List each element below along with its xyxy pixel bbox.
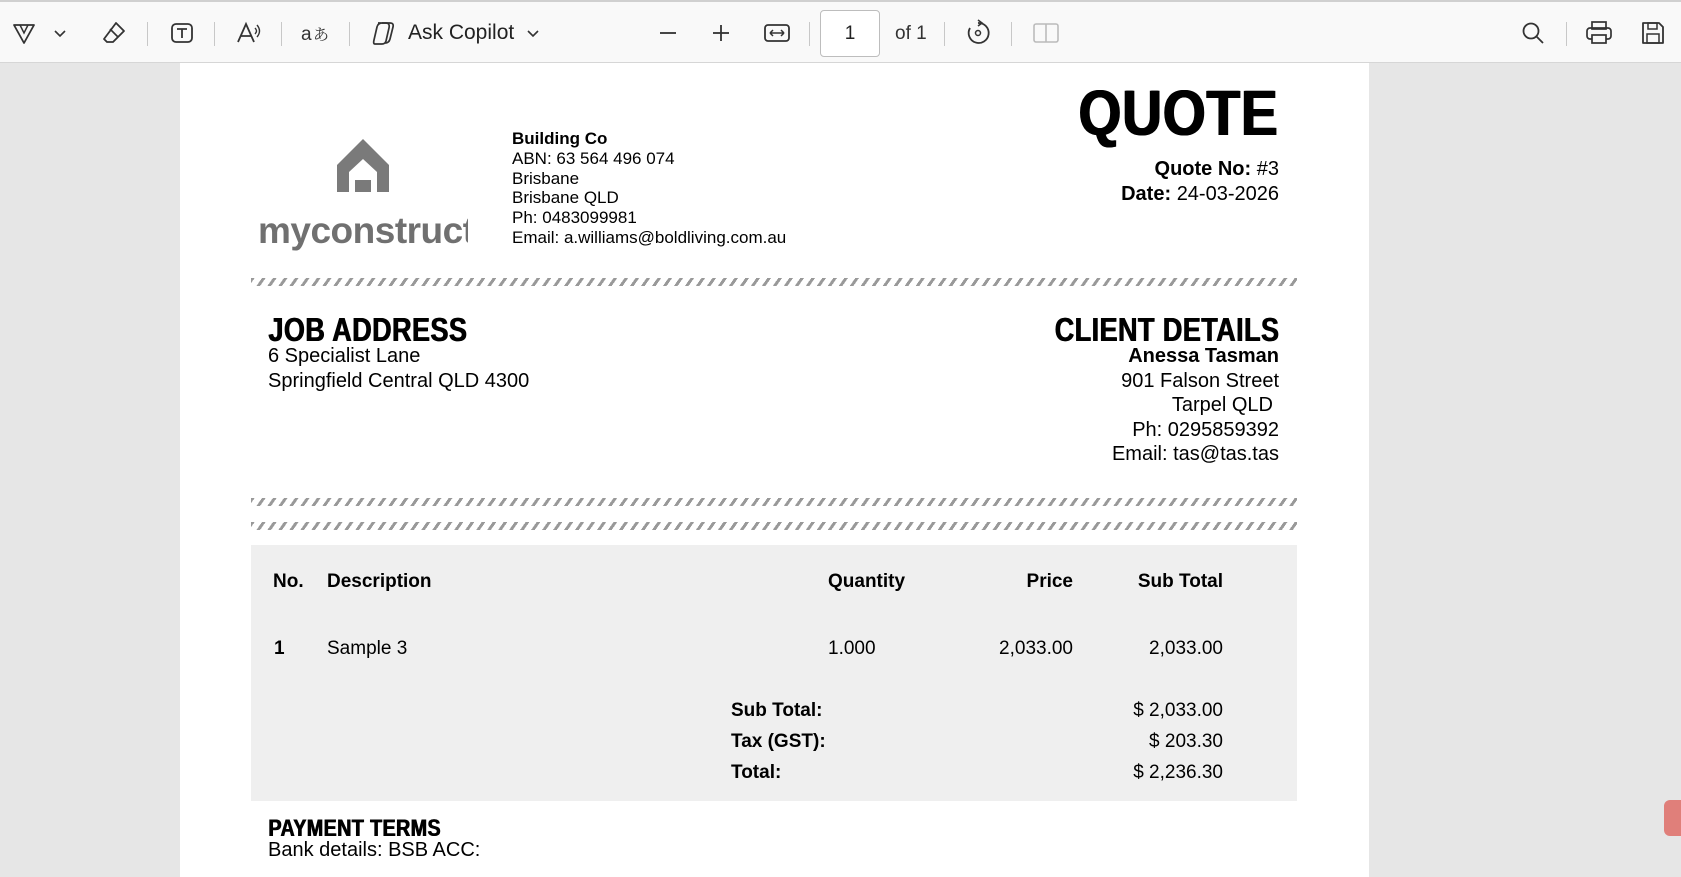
fit-width-icon[interactable] xyxy=(758,2,796,63)
company-abn: ABN: 63 564 496 074 xyxy=(512,148,675,168)
line-items-table xyxy=(251,545,1297,801)
row-price: 2,033.00 xyxy=(999,638,1073,659)
row-description: Sample 3 xyxy=(327,638,408,659)
page-view-icon[interactable] xyxy=(1028,2,1064,63)
company-details xyxy=(512,129,786,248)
job-address xyxy=(268,344,529,394)
tax-label: Tax (GST): xyxy=(731,731,826,752)
svg-text:a: a xyxy=(301,23,312,45)
page-total-label: of 1 xyxy=(895,23,927,44)
client-details xyxy=(1112,344,1279,467)
column-header-price: Price xyxy=(1026,571,1073,592)
row-quantity: 1.000 xyxy=(828,638,876,659)
total-value: $ 2,236.30 xyxy=(1133,762,1223,783)
search-icon[interactable] xyxy=(1515,2,1551,63)
job-address-line2: Springfield Central QLD 4300 xyxy=(268,370,530,392)
company-name: Building Co xyxy=(512,129,608,148)
job-address-line1: 6 Specialist Lane xyxy=(268,345,421,367)
divider xyxy=(251,278,1297,286)
zoom-out-icon[interactable] xyxy=(650,2,686,63)
client-details-heading: CLIENT DETAILS xyxy=(1054,311,1279,348)
company-city: Brisbane xyxy=(512,168,580,188)
chevron-down-icon[interactable] xyxy=(48,2,72,63)
quote-meta xyxy=(1121,157,1279,207)
rotate-icon[interactable] xyxy=(960,2,996,63)
quote-number-label: Quote No: xyxy=(1154,158,1252,180)
quote-number: #3 xyxy=(1256,158,1279,180)
toolbar-separator xyxy=(349,22,350,46)
translate-icon[interactable] xyxy=(297,2,333,63)
client-phone: Ph: 0295859392 xyxy=(1132,418,1279,441)
read-aloud-icon[interactable] xyxy=(231,2,267,63)
house-logo-icon xyxy=(258,139,468,254)
quote-title: QUOTE xyxy=(1078,77,1279,149)
tax-value: $ 203.30 xyxy=(1149,731,1223,752)
toolbar-separator xyxy=(281,22,282,46)
job-address-heading: JOB ADDRESS xyxy=(268,311,467,348)
column-header-subtotal: Sub Total xyxy=(1137,571,1223,592)
column-header-description: Description xyxy=(327,571,432,592)
client-suburb: Tarpel QLD xyxy=(1171,394,1273,416)
column-header-no: No. xyxy=(273,571,304,592)
toolbar-separator xyxy=(1566,22,1567,46)
subtotal-value: $ 2,033.00 xyxy=(1133,700,1223,721)
print-icon[interactable] xyxy=(1581,2,1617,63)
text-box-icon[interactable] xyxy=(164,2,200,63)
quote-document-page xyxy=(180,63,1369,877)
toolbar-separator xyxy=(147,22,148,46)
company-logo xyxy=(258,139,468,259)
company-state: Brisbane QLD xyxy=(512,188,619,208)
save-icon[interactable] xyxy=(1635,2,1671,63)
toolbar-separator xyxy=(1011,22,1012,46)
pdf-toolbar xyxy=(0,0,1681,63)
toolbar-separator xyxy=(214,22,215,46)
total-label: Total: xyxy=(731,762,782,783)
quote-date: 24-03-2026 xyxy=(1176,183,1279,205)
ask-copilot-button[interactable] xyxy=(370,2,540,63)
zoom-in-icon[interactable] xyxy=(703,2,739,63)
toolbar-separator xyxy=(944,22,945,46)
client-name: Anessa Tasman xyxy=(1128,345,1279,367)
divider xyxy=(251,522,1297,530)
payment-terms-heading: PAYMENT TERMS xyxy=(268,815,441,842)
page-number-input[interactable] xyxy=(820,10,880,57)
chevron-down-icon xyxy=(526,26,540,40)
company-email: Email: a.williams@boldliving.com.au xyxy=(512,227,787,247)
client-email: Email: tas@tas.tas xyxy=(1111,443,1279,465)
svg-text:あ: あ xyxy=(313,24,330,44)
row-subtotal: 2,033.00 xyxy=(1149,638,1223,659)
divider xyxy=(251,498,1297,506)
ask-copilot-label: Ask Copilot xyxy=(408,20,515,44)
draw-icon[interactable] xyxy=(6,2,42,63)
eraser-icon[interactable] xyxy=(96,2,132,63)
subtotal-label: Sub Total: xyxy=(731,700,823,721)
logo-text: myconstruct xyxy=(258,210,468,251)
acrobat-side-tab[interactable] xyxy=(1664,800,1681,836)
bank-details: Bank details: BSB ACC: xyxy=(268,839,481,861)
quote-date-label: Date: xyxy=(1121,183,1172,205)
company-phone: Ph: 0483099981 xyxy=(512,208,637,228)
toolbar-separator xyxy=(809,22,810,46)
copilot-icon xyxy=(370,19,398,47)
column-header-quantity: Quantity xyxy=(828,571,906,592)
row-number: 1 xyxy=(274,638,285,659)
client-street: 901 Falson Street xyxy=(1121,369,1279,392)
